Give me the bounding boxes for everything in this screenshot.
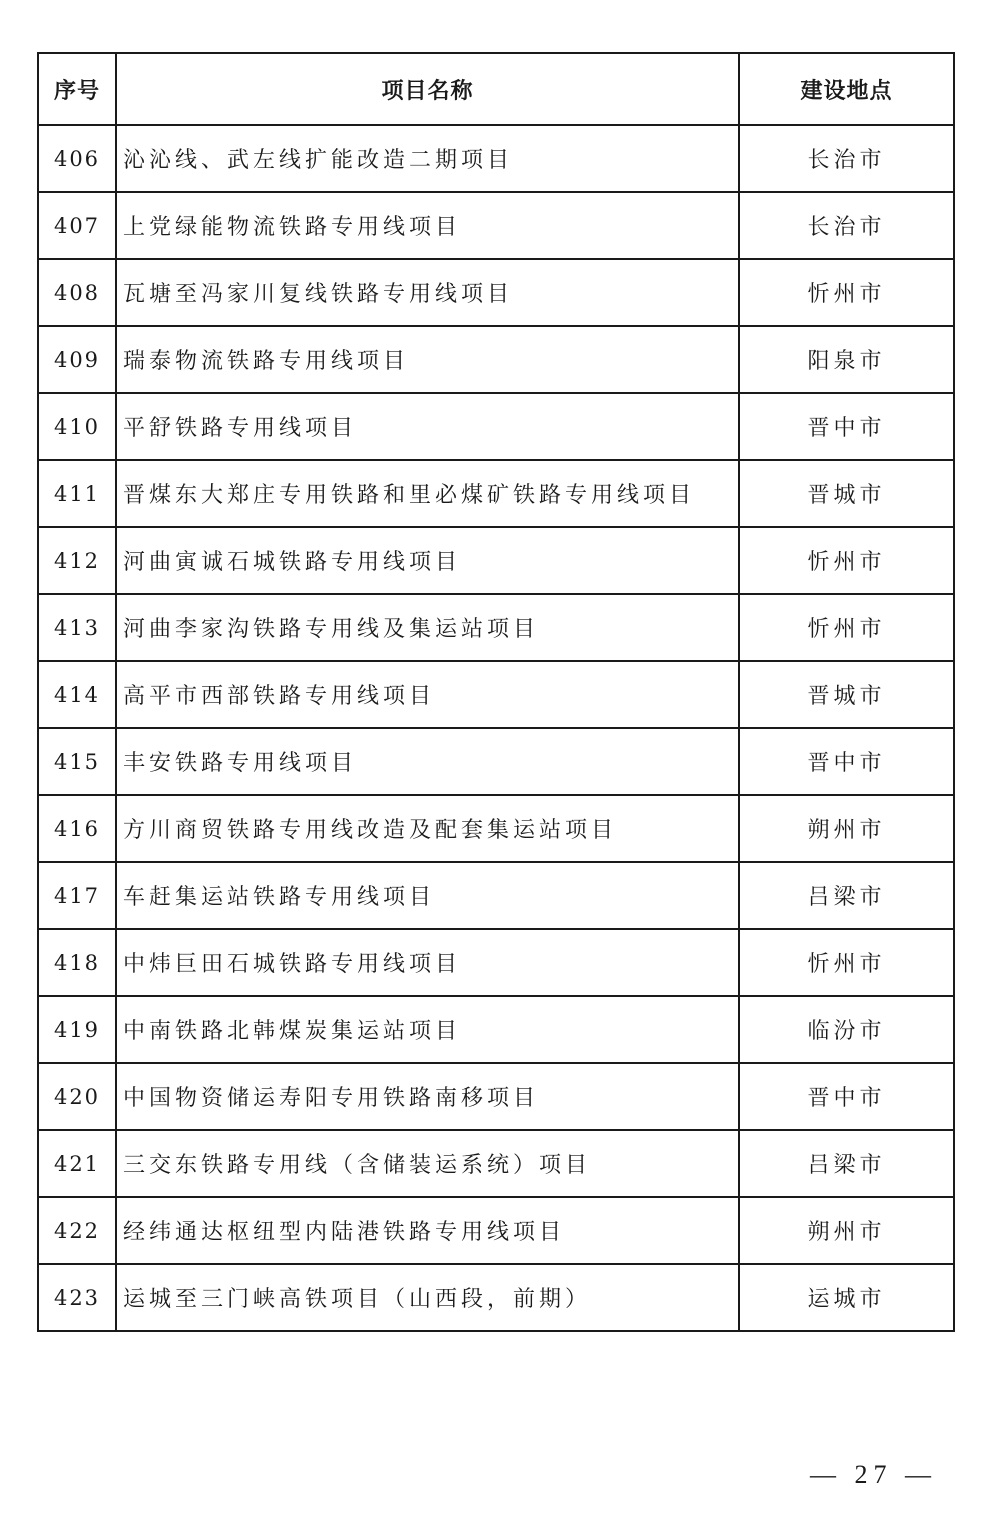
table-row [38,594,954,661]
row-project-name: 晋煤东大郑庄专用铁路和里必煤矿铁路专用线项目 [116,460,739,527]
project-table-container [37,52,953,1332]
table-row [38,326,954,393]
row-index: 422 [38,1197,116,1264]
table-row [38,1063,954,1130]
row-index: 419 [38,996,116,1063]
row-location: 忻州市 [739,259,954,326]
row-location: 晋城市 [739,460,954,527]
row-project-name: 方川商贸铁路专用线改造及配套集运站项目 [116,795,739,862]
row-index: 416 [38,795,116,862]
row-project-name: 上党绿能物流铁路专用线项目 [116,192,739,259]
table-row [38,125,954,192]
row-project-name: 中炜巨田石城铁路专用线项目 [116,929,739,996]
table-row [38,527,954,594]
row-project-name: 高平市西部铁路专用线项目 [116,661,739,728]
row-index: 412 [38,527,116,594]
row-index: 410 [38,393,116,460]
row-location: 忻州市 [739,527,954,594]
row-project-name: 运城至三门峡高铁项目（山西段，前期） [116,1264,739,1331]
row-location: 忻州市 [739,929,954,996]
row-location: 朔州市 [739,1197,954,1264]
table-row [38,1197,954,1264]
row-location: 晋中市 [739,728,954,795]
table-row [38,1264,954,1331]
header-index: 序号 [38,53,116,125]
row-index: 417 [38,862,116,929]
row-project-name: 中国物资储运寿阳专用铁路南移项目 [116,1063,739,1130]
row-location: 吕梁市 [739,862,954,929]
row-location: 长治市 [739,192,954,259]
row-location: 朔州市 [739,795,954,862]
row-project-name: 丰安铁路专用线项目 [116,728,739,795]
row-project-name: 经纬通达枢纽型内陆港铁路专用线项目 [116,1197,739,1264]
row-project-name: 中南铁路北韩煤炭集运站项目 [116,996,739,1063]
row-project-name: 沁沁线、武左线扩能改造二期项目 [116,125,739,192]
row-index: 411 [38,460,116,527]
table-row [38,862,954,929]
table-row [38,996,954,1063]
table-header-row [38,53,954,125]
page-number: — 27 — [810,1460,937,1489]
row-index: 413 [38,594,116,661]
header-project-name: 项目名称 [116,53,739,125]
table-row [38,661,954,728]
row-location: 运城市 [739,1264,954,1331]
row-index: 420 [38,1063,116,1130]
row-project-name: 平舒铁路专用线项目 [116,393,739,460]
table-row [38,460,954,527]
row-location: 阳泉市 [739,326,954,393]
row-project-name: 车赶集运站铁路专用线项目 [116,862,739,929]
row-index: 406 [38,125,116,192]
table-body [38,125,954,1331]
table-row [38,393,954,460]
row-location: 晋中市 [739,393,954,460]
project-table [37,52,955,1332]
row-location: 晋中市 [739,1063,954,1130]
row-index: 415 [38,728,116,795]
row-index: 407 [38,192,116,259]
row-location: 晋城市 [739,661,954,728]
row-location: 临汾市 [739,996,954,1063]
row-project-name: 河曲寅诚石城铁路专用线项目 [116,527,739,594]
header-location: 建设地点 [739,53,954,125]
row-location: 长治市 [739,125,954,192]
row-project-name: 瓦塘至冯家川复线铁路专用线项目 [116,259,739,326]
table-row [38,1130,954,1197]
row-project-name: 三交东铁路专用线（含储装运系统）项目 [116,1130,739,1197]
row-project-name: 河曲李家沟铁路专用线及集运站项目 [116,594,739,661]
table-row [38,929,954,996]
row-location: 吕梁市 [739,1130,954,1197]
row-index: 408 [38,259,116,326]
row-index: 421 [38,1130,116,1197]
row-location: 忻州市 [739,594,954,661]
row-project-name: 瑞泰物流铁路专用线项目 [116,326,739,393]
row-index: 414 [38,661,116,728]
table-row [38,795,954,862]
row-index: 418 [38,929,116,996]
row-index: 423 [38,1264,116,1331]
row-index: 409 [38,326,116,393]
table-row [38,192,954,259]
table-row [38,728,954,795]
table-row [38,259,954,326]
